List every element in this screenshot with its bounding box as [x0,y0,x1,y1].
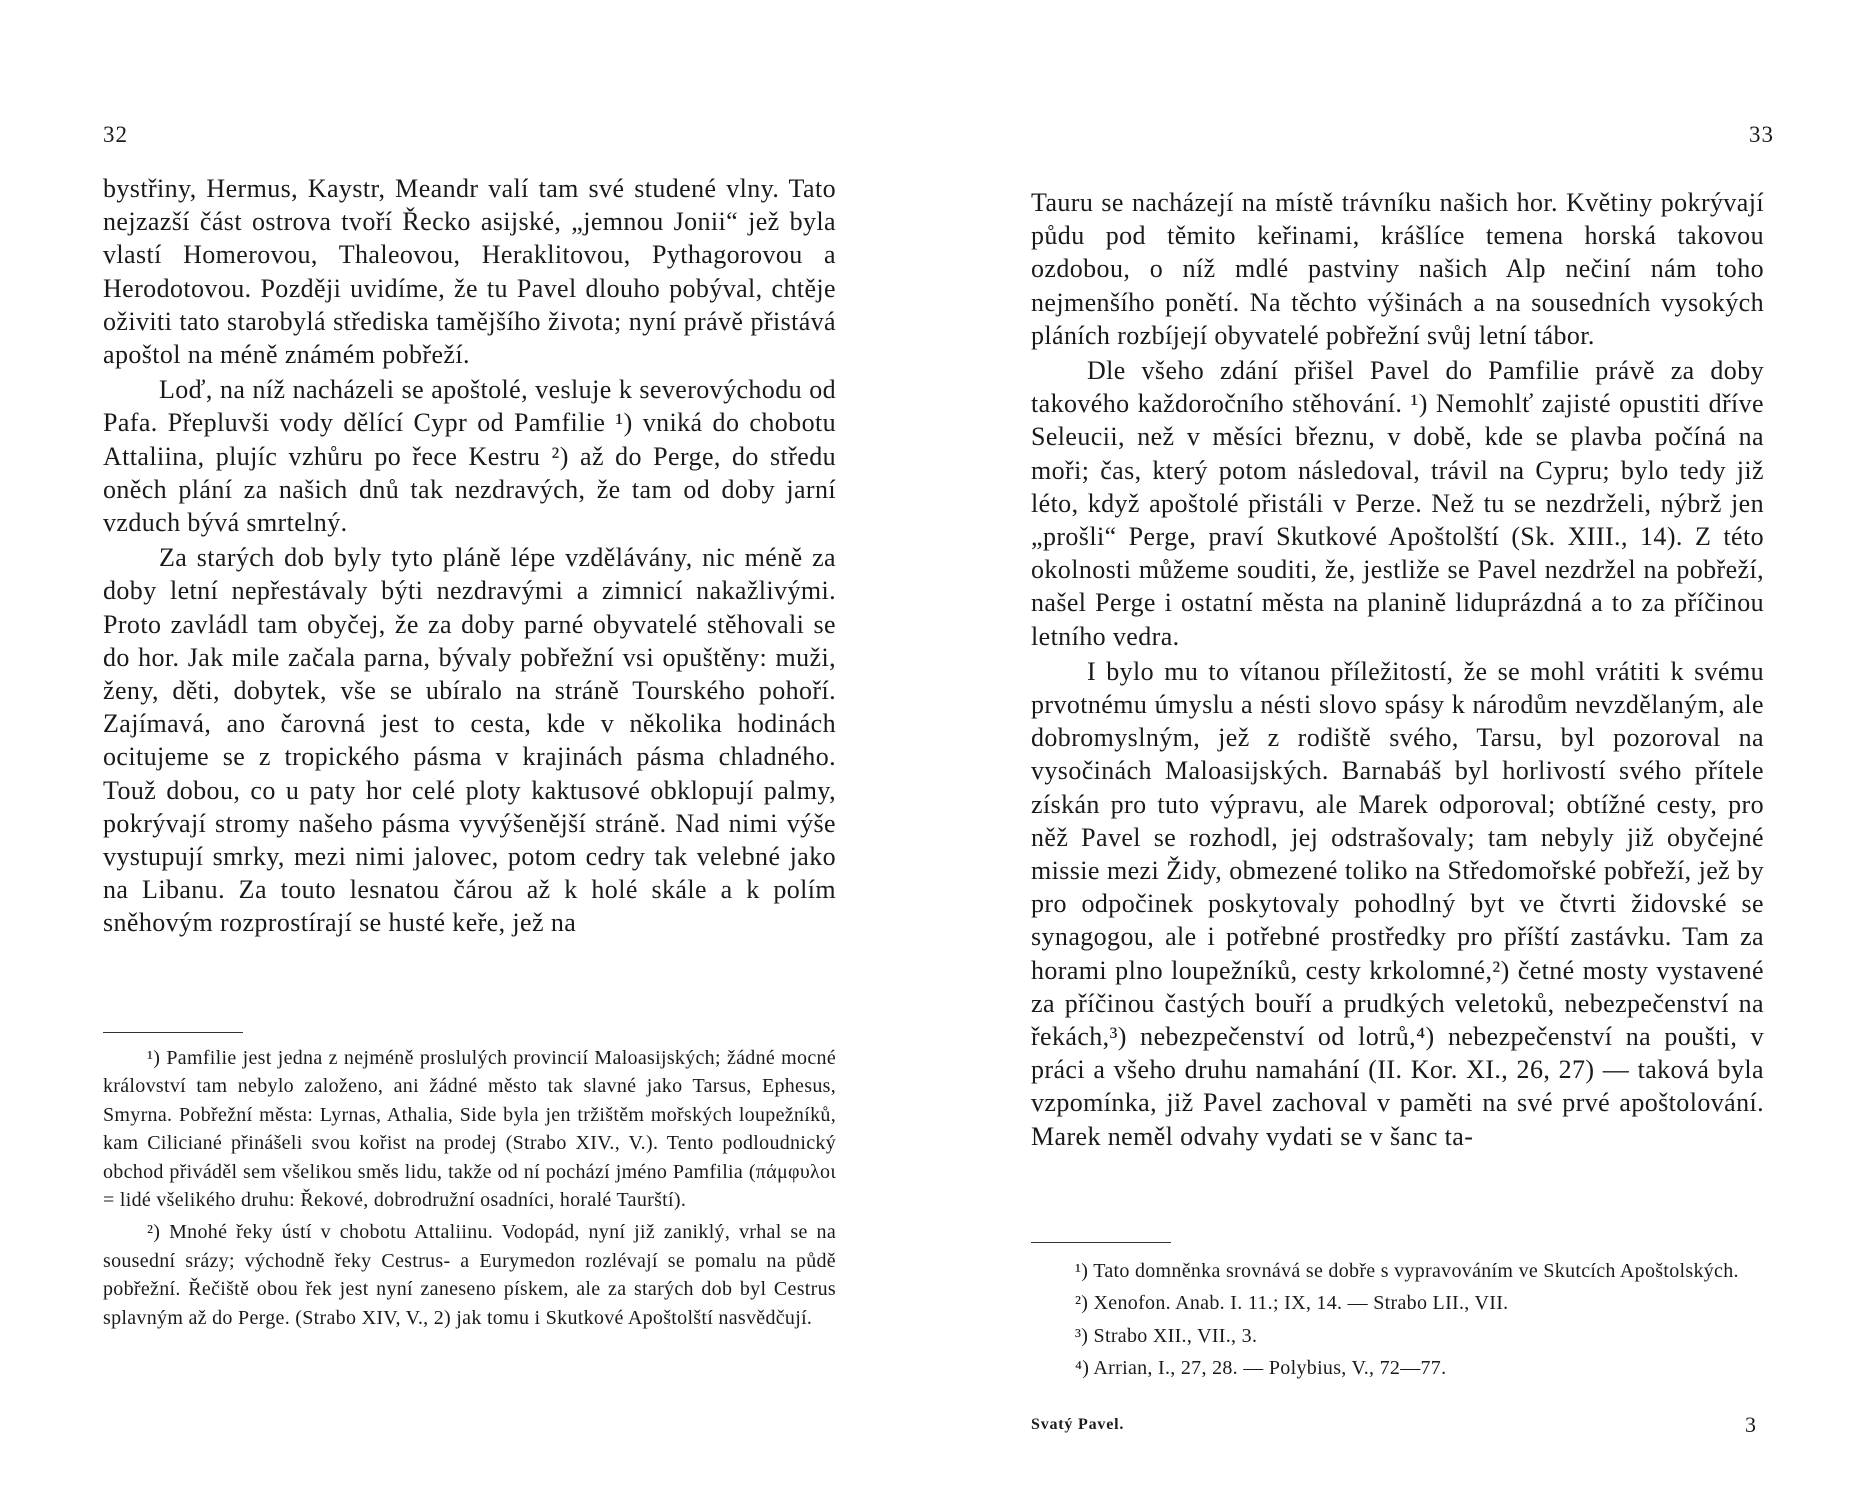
page-number-left: 32 [103,122,128,147]
right-footnote-2: ²) Xenofon. Anab. I. 11.; IX, 14. — Strabo LII., VII. [1075,1292,1509,1315]
signature-label: Svatý Pavel. [1031,1416,1125,1433]
left-paragraph-1: bystřiny, Hermus, Kaystr, Meandr valí tam své studené vlny. Tato nejzazší část ostrova tvoří Řecko asijské, „jemnou Jonii“ jež byla vlastí Homerovou, Thaleovou, Heraklitovou, Pythagorovou a Herodotovou. Později uvidíme, že tu Pavel dlouho pobýval, chtěje oživiti tato starobylá střediska tamějšího života; nyní právě přistává apoštol na méně známém pobřeží. [103,174,836,370]
signature-mark: 3 [1745,1412,1756,1437]
right-footnote-1: ¹) Tato domněnka srovnává se dobře s vypravováním ve Skutcích Apoštolských. [1075,1260,1739,1282]
right-paragraph-3: I bylo mu to vítanou příležitostí, že se mohl vrátiti k svému prvotnému úmyslu a nésti slovo spásy k národům nevzdělaným, ale dobromyslným, jež z rodiště svého, Tarsu, byl pozoroval na vysočinách Maloasijských. Barnabáš byl horlivostí svého přítele získán pro tuto výpravu, ale Marek odporoval; obtížné cesty, pro něž Pavel se rozhodl, jej odstrašovaly; tam nebyly již obyčejné missie mezi Židy, obmezené toliko na Středomořské pobřeží, jež by pro odpočinek poskytovaly pohodlný byt ve čtvrti židovské se synagogou, ale i potřebné prostředky pro příští zastávku. Tam za horami plno loupežníků, cesty krkolomné,²) četné mosty vystavené za příčinou častých bouří a prudkých veletoků, nebezpečenství na řekách,³) nebezpečenství od lotrů,⁴) nebezpečenství na poušti, v práci a všeho druhu namahání (II. Kor. XI., 26, 27) — taková byla vzpomínka, již Pavel zachoval v paměti na své prvé apoštolování. Marek neměl odvahy vydati se v šanc ta- [1031,656,1764,1151]
left-paragraph-3: Za starých dob byly tyto pláně lépe vzdělávány, nic méně za doby letní nepřestávaly býti nezdravými a zimnicí nakažlivými. Proto zavládl tam obyčej, že za doby parné obyvatelé stěhovali se do hor. Jak mile začala parna, bývaly pobřežní vsi opuštěny: muži, ženy, děti, dobytek, vše se ubíralo na stráně Tourského pohoří. Zajímavá, ano čarovná jest to cesta, kde v několika hodinách ocitujeme se z tropického pásma v krajinách pásma chladného. Touž dobou, co u paty hor celé ploty kaktusové obklopují palmy, pokrývají stromy našeho pásma vyvýšenější stráně. Nad nimi výše vystupují smrky, mezi nimi jalovec, potom cedry tak velebné jako na Libanu. Za touto lesnatou čárou až k holé skále a k polím sněhovým rozprostírají se husté keře, jež na [103,543,836,938]
right-paragraph-1: Tauru se nacházejí na místě trávníku našich hor. Květiny pokrývají půdu pod těmito keřinami, krášlíce temena horská takovou ozdobou, o níž mdlé pastviny našich Alp nečiní nám toho nejmenšího ponětí. Na těchto výšinách a na sousedních vysokých pláních rozbíjejí obyvatelé pobřežní svůj letní tábor. [1031,188,1764,350]
right-footnote-divider [1031,1242,1171,1243]
right-footnote-3: ³) Strabo XII., VII., 3. [1075,1324,1258,1347]
right-body-text [1031,186,1764,1153]
left-paragraph-2: Loď, na níž nacházeli se apoštolé, vesluje k severovýchodu od Pafa. Přepluvši vody dělící Cypr od Pamfilie ¹) vniká do chobotu Attaliina, plujíc vzhůru po řece Kestru ²) až do Perge, do středu oněch plání za našich dnů tak nezdravých, že tam od doby jarní vzduch bývá smrtelný. [103,375,836,538]
signature-line [1031,1412,1764,1444]
right-footnotes [1031,1257,1764,1387]
left-body-text [103,172,836,940]
right-page [928,0,1856,1500]
page-number-right: 33 [1749,122,1774,147]
left-footnote-divider [103,1032,243,1033]
right-footnote-4: ⁴) Arrian, I., 27, 28. — Polybius, V., 72—77. [1075,1357,1447,1380]
left-footnote-1: ¹) Pamfilie jest jedna z nejméně proslulých provincií Maloasijských; žádné mocné království tam nebylo založeno, ani žádné město tak slavné jako Tarsus, Ephesus, Smyrna. Pobřežní města: Lyrnas, Athalia, Side byla jen tržištěm mořských loupežníků, kam Ciliciané přinášeli svou kořist na prodej (Strabo XIV., V.). Tento podloudnický obchod přiváděl sem všelikou směs lidu, takže od ní pochází jméno Pamfilia (πάμφυλοι = lidé všelikého druhu: Řekové, dobrodružní osadníci, horalé Taurští). [103,1047,836,1212]
right-paragraph-2: Dle všeho zdání přišel Pavel do Pamfilie právě za doby takového každoročního stěhování. ¹) Nemohlť zajisté opustiti dříve Seleucii, než v měsíci březnu, v době, kde se plavba počíná na moři; čas, který potom následoval, trávil na Cypru; bylo tedy již léto, když apoštolé přistáli v Perze. Než tu se nezdrželi, nýbrž jen „prošli“ Perge, praví Skutkové Apoštolští (Sk. XIII., 14). Z této okolnosti můžeme souditi, že, jestliže se Pavel nezdržel na pobřeží, našel Perge i ostatní města na planině liduprázdná a to za příčinou letního vedra. [1031,356,1764,651]
left-footnotes [103,1044,836,1336]
left-footnote-2: ²) Mnohé řeky ústí v chobotu Attaliinu. Vodopád, nyní již zaniklý, vrhal se na sousední srázy; východně řeky Cestrus- a Eurymedon rozlévají se pomalu na půdě pobřežní. Řečiště obou řek jest nyní zaneseno pískem, ale za starých dob byl Cestrus splavným až do Perge. (Strabo XIV, V., 2) jak tomu i Skutkové Apoštolští nasvědčují. [103,1221,836,1329]
